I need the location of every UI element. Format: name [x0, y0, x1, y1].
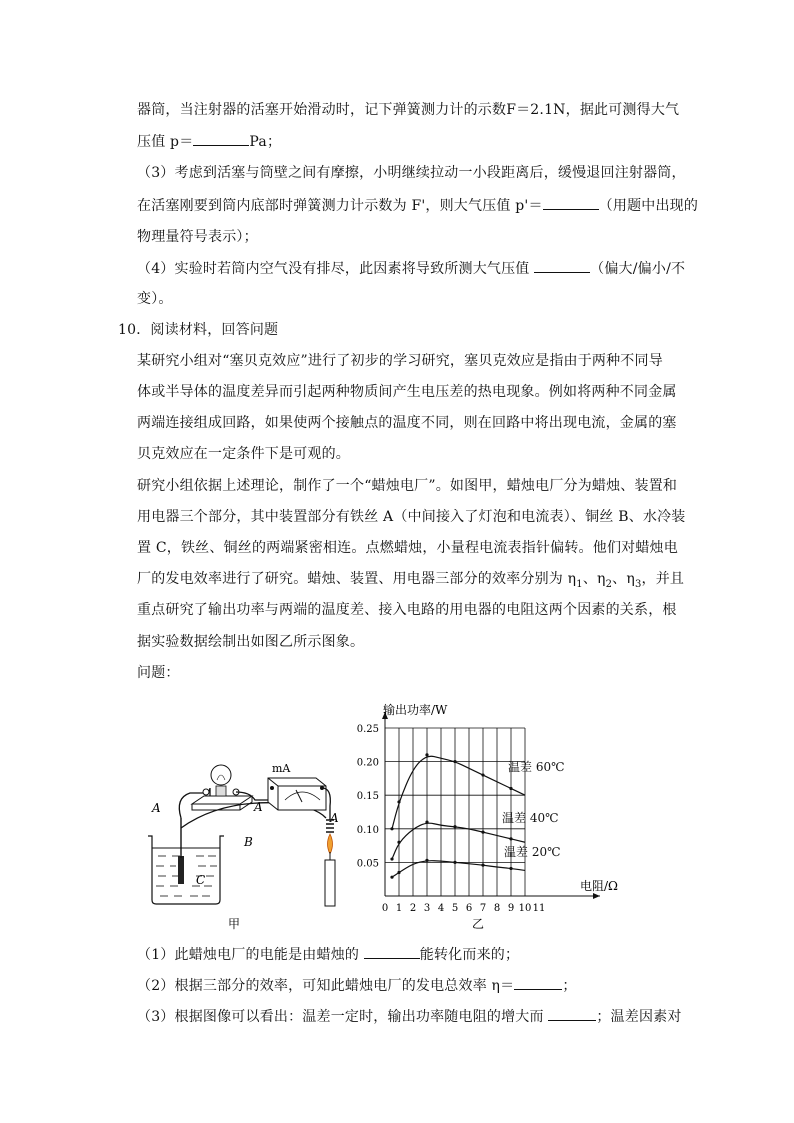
- chart-axes: [382, 712, 600, 899]
- data-point: [425, 753, 428, 756]
- text-line: 体或半导体的温度差异而引起两种物质间产生电压差的热电现象。例如将两种不同金属: [137, 384, 677, 400]
- text-line: 物理量符号表示）；: [137, 229, 258, 245]
- text-line: 重点研究了输出功率与两端的温度差、接入电路的用电器的电阻这两个因素的关系，根: [137, 602, 677, 618]
- data-point: [390, 857, 393, 860]
- data-point: [481, 863, 484, 866]
- y-tick-label: 0.10: [356, 824, 379, 836]
- label-a-left: A: [152, 801, 161, 815]
- text-line: 变）。: [137, 291, 173, 307]
- text-line: 研究小组依据上述理论，制作了一个“蜡烛电厂”。如图甲，蜡烛电厂分为蜡烛、装置和: [137, 478, 678, 494]
- data-point: [509, 787, 512, 790]
- data-point: [453, 760, 456, 763]
- series-line: [392, 861, 525, 878]
- data-point: [453, 861, 456, 864]
- bulb-board: [192, 765, 252, 810]
- data-point: [397, 841, 400, 844]
- x-axis-label: 电阻/Ω: [580, 879, 618, 893]
- answer-blank[interactable]: [548, 1006, 596, 1021]
- series-label: 温差 60℃: [508, 760, 565, 774]
- text-line: （4）实验时若筒内空气没有排尽，此因素将导致所测大气压值 （偏大/偏小/不: [137, 258, 685, 279]
- data-point: [390, 876, 393, 879]
- text-line: 器筒，当注射器的活塞开始滑动时，记下弹簧测力计的示数F＝2.1N，据此可测得大气: [137, 102, 680, 118]
- data-point: [481, 773, 484, 776]
- data-point: [425, 859, 428, 862]
- x-tick-label: 1: [395, 903, 403, 914]
- caption-yi: 乙: [472, 917, 485, 931]
- question-2: （2）根据三部分的效率，可知此蜡烛电厂的发电总效率 η＝ ；: [137, 975, 577, 996]
- text-line: 在活塞刚要到筒内底部时弹簧测力计示数为 F'，则大气压值 p'＝ （用题中出现的: [137, 195, 698, 216]
- x-tick-label: 7: [479, 903, 487, 914]
- x-tick-label: 3: [423, 903, 431, 914]
- text-line: 问题：: [137, 665, 180, 681]
- milliammeter: [268, 778, 326, 810]
- x-tick-label: 2: [409, 903, 417, 914]
- text-line: 厂的发电效率进行了研究。蜡烛、装置、用电器三部分的效率分别为 $\eta_1$、$\eta_2$、$\eta_3$，并且: [137, 571, 685, 590]
- x-tick-label: 6: [465, 903, 473, 914]
- x-tick-label: 11: [532, 903, 546, 914]
- x-tick-label: 10: [518, 903, 532, 914]
- x-axis-arrow: [593, 893, 600, 899]
- text-line: 置 C，铁丝、铜丝的两端紧密相连。点燃蜡烛，小量程电流表指针偏转。他们对蜡烛电: [137, 540, 678, 556]
- text-line: 用电器三个部分，其中装置部分有铁丝 A（中间接入了灯泡和电流表）、铜丝 B、水冷装: [137, 509, 686, 525]
- text-line: 压值 p＝ Pa；: [137, 131, 281, 152]
- label-a-right: A: [330, 811, 339, 825]
- data-point: [397, 800, 400, 803]
- question-3: （3）根据图像可以看出：温差一定时，输出功率随电阻的增大而 ；温差因素对: [137, 1006, 682, 1027]
- label-c: C: [196, 873, 206, 887]
- x-tick-label: 9: [507, 903, 515, 914]
- y-tick-label: 0.25: [356, 724, 379, 735]
- text-line: （3）考虑到活塞与筒壁之间有摩擦，小明继续拉动一小段距离后，缓慢退回注射器筒，: [137, 165, 686, 181]
- beaker: [148, 818, 224, 904]
- apparatus-figure: [140, 748, 350, 938]
- text-line: 据实验数据绘制出如图乙所示图象。: [137, 634, 365, 650]
- y-axis-label: 输出功率/W: [383, 703, 448, 717]
- answer-blank[interactable]: [364, 944, 420, 959]
- answer-blank[interactable]: [514, 975, 562, 990]
- y-tick-label: 0.20: [356, 757, 379, 769]
- answer-blank[interactable]: [543, 195, 599, 210]
- text-line: 贝克效应在一定条件下是可观的。: [137, 446, 350, 462]
- candle: [325, 820, 335, 906]
- x-tick-label: 8: [493, 903, 501, 914]
- data-point: [453, 825, 456, 828]
- answer-blank[interactable]: [193, 131, 249, 146]
- data-point: [397, 871, 400, 874]
- label-a-middle: A: [254, 800, 263, 814]
- caption-jia: 甲: [228, 917, 241, 931]
- text-line: 两端连接组成回路，如果使两个接触点的温度不同，则在回路中将出现电流，金属的塞: [137, 415, 677, 431]
- series-label: 温差 40℃: [502, 811, 559, 825]
- y-tick-label: 0.15: [356, 791, 379, 803]
- series-label: 温差 20℃: [504, 845, 561, 859]
- x-tick-label: 4: [437, 903, 445, 914]
- x-tick-label: 5: [451, 903, 459, 914]
- text-line: 某研究小组对“塞贝克效应”进行了初步的学习研究，塞贝克效应是指由于两种不同导: [137, 353, 663, 369]
- answer-blank[interactable]: [534, 258, 590, 273]
- label-ma: mA: [272, 762, 291, 775]
- data-point: [509, 837, 512, 840]
- power-resistance-chart: [350, 700, 650, 935]
- label-b: B: [244, 835, 253, 849]
- data-point: [425, 820, 428, 823]
- y-tick-label: 0.05: [356, 858, 379, 870]
- x-tick-label: 0: [381, 903, 389, 914]
- data-point: [390, 827, 393, 830]
- question-heading: 10．阅读材料，回答问题: [118, 322, 279, 338]
- data-point: [481, 831, 484, 834]
- data-point: [509, 867, 512, 870]
- question-1: （1）此蜡烛电厂的电能是由蜡烛的 能转化而来的；: [137, 944, 519, 965]
